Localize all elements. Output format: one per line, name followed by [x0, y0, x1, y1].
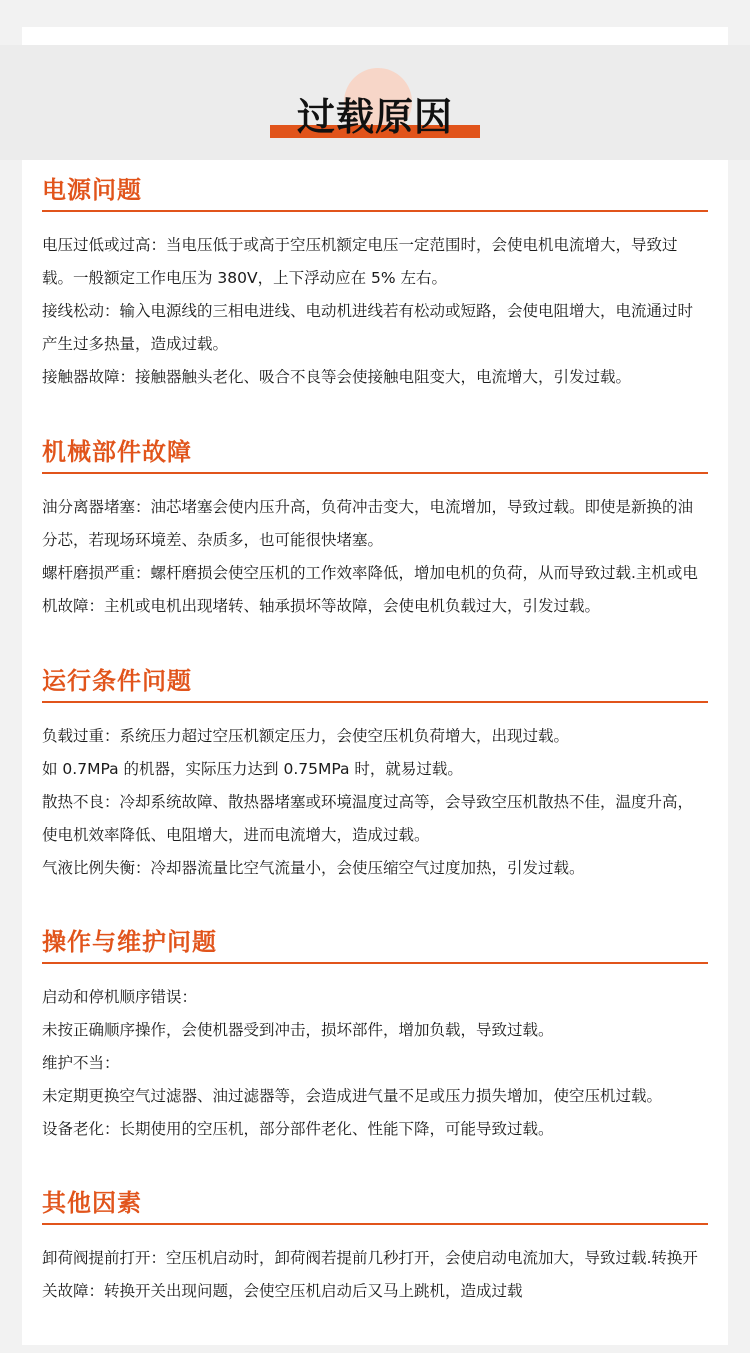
paragraph: 设备老化：长期使用的空压机，部分部件老化、性能下降，可能导致过载。 — [42, 1120, 554, 1138]
paragraph: 气液比例失衡：冷却器流量比空气流量小，会使压缩空气过度加热，引发过载。 — [42, 859, 585, 877]
paragraph: 散热不良：冷却系统故障、散热器堵塞或环境温度过高等，会导致空压机散热不佳，温度升高，使电机效率降低、电阻增大，进而电流增大，造成过载。 — [42, 793, 694, 844]
section-divider — [42, 1223, 708, 1225]
paragraph: 接线松动：输入电源线的三相电进线、电动机进线若有松动或短路，会使电阻增大，电流通过时产生过多热量，造成过载。 — [42, 302, 694, 353]
section-divider — [42, 701, 708, 703]
paragraph: 接触器故障：接触器触头老化、吸合不良等会使接触电阻变大，电流增大，引发过载。 — [42, 368, 632, 386]
section-power — [42, 174, 708, 394]
page-title: 过载原因 — [296, 95, 453, 139]
section-operation-maintenance — [42, 926, 708, 1146]
section-title: 电源问题 — [42, 176, 142, 204]
paragraph: 未定期更换空气过滤器、油过滤器等，会造成进气量不足或压力损失增加，使空压机过载。 — [42, 1087, 663, 1105]
paragraph: 维护不当： — [42, 1054, 120, 1072]
section-mechanical — [42, 436, 708, 623]
paragraph: 未按正确顺序操作，会使机器受到冲击，损坏部件，增加负载，导致过载。 — [42, 1021, 554, 1039]
section-title: 操作与维护问题 — [42, 928, 217, 956]
paragraph: 启动和停机顺序错误： — [42, 988, 198, 1006]
paragraph: 卸荷阀提前打开：空压机启动时，卸荷阀若提前几秒打开，会使启动电流加大，导致过载.转换开关故障：转换开关出现问题，会使空压机启动后又马上跳机，造成过载 — [42, 1249, 698, 1300]
section-divider — [42, 962, 708, 964]
section-divider — [42, 210, 708, 212]
section-other-factors — [42, 1187, 708, 1308]
section-title: 运行条件问题 — [42, 667, 192, 695]
paragraph: 如 0.7MPa 的机器，实际压力达到 0.75MPa 时，就易过载。 — [42, 760, 463, 778]
paragraph: 油分离器堵塞：油芯堵塞会使内压升高，负荷冲击变大，电流增加，导致过载。即使是新换的油分芯，若现场环境差、杂质多，也可能很快堵塞。 — [42, 498, 694, 549]
section-divider — [42, 472, 708, 474]
section-title: 其他因素 — [42, 1189, 142, 1217]
section-operating-conditions — [42, 665, 708, 885]
paragraph: 螺杆磨损严重：螺杆磨损会使空压机的工作效率降低，增加电机的负荷，从而导致过载.主机或电机故障：主机或电机出现堵转、轴承损坏等故障，会使电机负载过大，引发过载。 — [42, 564, 698, 615]
paragraph: 电压过低或过高：当电压低于或高于空压机额定电压一定范围时，会使电机电流增大，导致过载。一般额定工作电压为 380V，上下浮动应在 5% 左右。 — [42, 236, 678, 287]
paragraph: 负载过重：系统压力超过空压机额定压力，会使空压机负荷增大，出现过载。 — [42, 727, 570, 745]
section-title: 机械部件故障 — [42, 438, 192, 466]
